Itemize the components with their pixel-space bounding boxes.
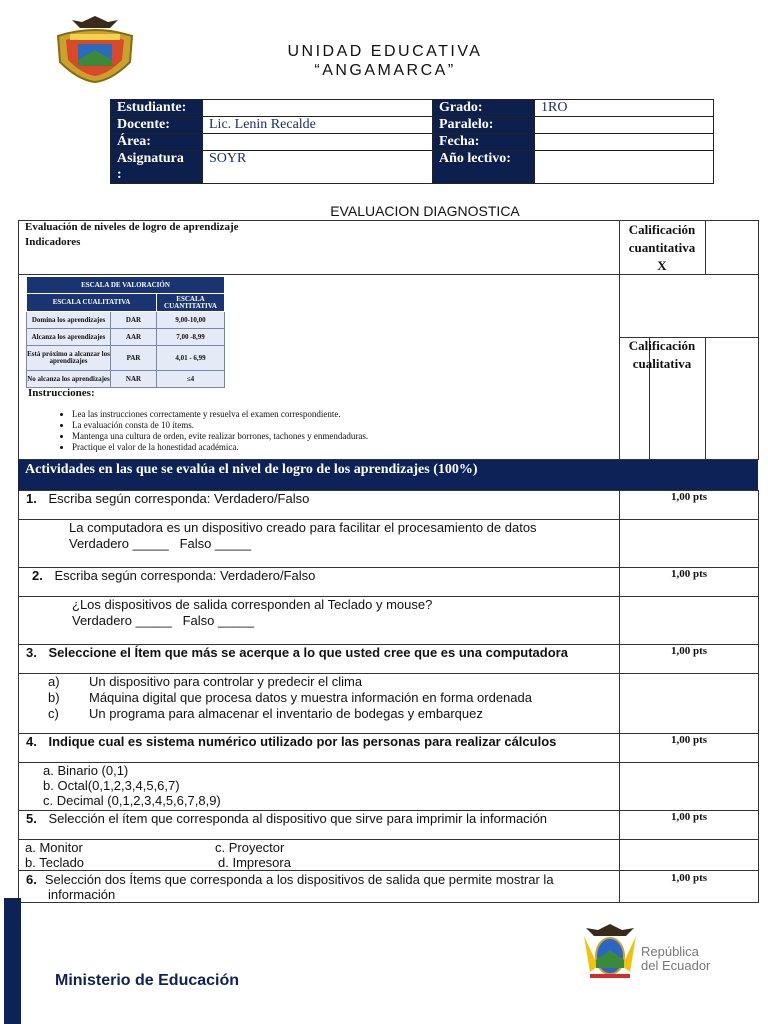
instruction-item: • Lea las instrucciones correctamente y resuelva el examen correspondiente.	[72, 409, 632, 420]
true-false-blanks[interactable]: Verdadero _____ Falso _____	[72, 613, 255, 628]
student-info-table	[110, 99, 714, 184]
scale-row-code: NAR	[111, 371, 157, 388]
cal-cuant-line3: X	[657, 258, 667, 273]
option-item[interactable]: b. Octal(0,1,2,3,4,5,6,7)	[43, 778, 180, 793]
question-statement: ¿Los dispositivos de salida corresponden al Teclado y mouse?	[72, 597, 433, 612]
asignatura-field[interactable]: SOYR	[203, 151, 433, 184]
question-2-body	[72, 597, 612, 629]
option-letter: a)	[48, 674, 60, 689]
option-letter: b)	[48, 690, 60, 705]
scale-row-code: PAR	[111, 346, 157, 371]
scale-col-cualitativa: ESCALA CUALITATIVA	[27, 294, 157, 312]
question-text: Selección el ítem que corresponda al dispositivo que sirve para imprimir la información	[48, 811, 548, 826]
question-number: 1.	[26, 491, 37, 506]
option-item[interactable]: b. Teclado	[25, 855, 85, 870]
question-4-points: 1,00 pts	[670, 734, 708, 746]
option-letter: c)	[48, 706, 59, 721]
option-item[interactable]	[48, 674, 608, 690]
question-5-options-left	[25, 840, 84, 870]
asignatura-label	[111, 151, 203, 184]
cal-cuant-line1: Calificación	[628, 222, 696, 237]
school-crest-logo	[52, 14, 138, 84]
question-1-body	[69, 520, 609, 552]
question-text: Selección dos Ítems que corresponda a los dispositivos de salida que permite mostrar la	[44, 872, 554, 887]
question-number: 6.	[26, 872, 37, 887]
instructions-list	[30, 409, 632, 453]
fecha-field[interactable]	[535, 134, 714, 151]
question-text: Escriba según corresponda: Verdadero/Falso	[54, 568, 316, 583]
anio-lectivo-field[interactable]	[535, 151, 714, 184]
question-number: 3.	[26, 645, 37, 660]
paralelo-label: Paralelo:	[433, 117, 535, 134]
option-item[interactable]	[48, 690, 608, 706]
option-item[interactable]: c. Decimal (0,1,2,3,4,5,6,7,8,9)	[43, 793, 221, 808]
calificacion-cualitativa-field[interactable]	[707, 339, 757, 457]
scale-row-desc: Alcanza los aprendizajes	[27, 329, 111, 346]
option-item[interactable]: a. Monitor	[25, 840, 83, 855]
question-4-header	[26, 734, 616, 750]
school-name-line1: UNIDAD EDUCATIVA	[287, 43, 483, 60]
question-6-points: 1,00 pts	[670, 872, 708, 884]
question-number: 4.	[26, 734, 37, 749]
page-side-bar	[4, 898, 21, 1024]
cal-cual-line1: Calificación	[628, 338, 696, 353]
calificacion-cuantitativa-field[interactable]	[707, 222, 757, 272]
option-item[interactable]: a. Binario (0,1)	[43, 763, 129, 778]
docente-field[interactable]: Lic. Lenin Recalde	[203, 117, 433, 134]
instruction-item: • La evaluación consta de 10 ítems.	[72, 420, 632, 431]
cal-cuant-line2: cuantitativa	[628, 240, 696, 255]
anio-lectivo-label: Año lectivo:	[433, 151, 535, 184]
ecuador-coat-of-arms-icon	[580, 922, 640, 984]
school-name-line2: “ANGAMARCA”	[314, 62, 456, 79]
question-3-options	[48, 674, 608, 722]
question-1-header	[26, 491, 616, 507]
instruction-item: • Mantenga una cultura de orden, evite realizar borrones, tachones y enmendaduras.	[72, 431, 632, 442]
docente-label: Docente:	[111, 117, 203, 134]
asignatura-label-text: Asignatura	[117, 151, 184, 166]
question-number: 5.	[26, 811, 37, 826]
scale-row-desc: Está próximo a alcanzar los aprendizajes	[27, 346, 111, 371]
scale-col-cuantitativa: ESCALA CUANTITATIVA	[157, 294, 225, 312]
option-item[interactable]: c. Proyector	[215, 840, 285, 855]
option-text: Máquina digital que procesa datos y muestra información en forma ordenada	[89, 690, 532, 705]
republic-line2: del Ecuador	[641, 958, 711, 973]
question-3-header	[26, 645, 616, 661]
question-text: Indique cual es sistema numérico utilizado por las personas para realizar cálculos	[48, 734, 557, 749]
instruction-item: • Practique el valor de la honestidad académica.	[72, 442, 632, 453]
question-text-continued: información	[48, 887, 116, 902]
option-text: Un dispositivo para controlar y predecir el clima	[89, 674, 363, 689]
ministry-name: Ministerio de Educación	[55, 972, 240, 989]
evaluation-heading	[25, 220, 239, 250]
question-6-header	[26, 872, 616, 902]
question-2-points: 1,00 pts	[670, 568, 708, 580]
scale-row-code: DAR	[111, 312, 157, 329]
question-text: Escriba según corresponda: Verdadero/Falso	[48, 491, 310, 506]
asignatura-label-colon: :	[117, 167, 122, 182]
scale-row-range: ≤4	[157, 371, 225, 388]
grado-label: Grado:	[433, 100, 535, 117]
estudiante-field[interactable]	[203, 100, 433, 117]
question-2-header	[32, 568, 612, 584]
true-false-blanks[interactable]: Verdadero _____ Falso _____	[69, 536, 252, 551]
question-5-points: 1,00 pts	[670, 811, 708, 823]
scale-row-desc: No alcanza los aprendizajes	[27, 371, 111, 388]
question-5-options-right	[215, 840, 291, 870]
scale-row-range: 4,01 - 6,99	[157, 346, 225, 371]
question-5-header	[26, 811, 616, 827]
question-text: Seleccione el Ítem que más se acerque a lo que usted cree que es una computadora	[48, 645, 568, 660]
calificacion-cualitativa-header	[620, 337, 704, 373]
area-field[interactable]	[203, 134, 433, 151]
grado-field[interactable]: 1RO	[535, 100, 714, 117]
page-title: EVALUACION DIAGNOSTICA	[330, 203, 520, 219]
question-number: 2.	[32, 568, 43, 583]
scale-row-range: 7,00 -8,99	[157, 329, 225, 346]
paralelo-field[interactable]	[535, 117, 714, 134]
question-4-options	[43, 763, 603, 808]
instructions-label: Instrucciones:	[28, 387, 95, 399]
activities-banner: Actividades en las que se evalúa el nivel de logro de los aprendizajes (100%)	[18, 460, 758, 490]
option-item[interactable]: d. Impresora	[218, 855, 291, 870]
indicadores-heading: Indicadores	[25, 236, 81, 248]
scale-title: ESCALA DE VALORACIÓN	[27, 277, 225, 294]
scale-row-range: 9,00-10,00	[157, 312, 225, 329]
fecha-label: Fecha:	[433, 134, 535, 151]
scale-row-desc: Domina los aprendizajes	[27, 312, 111, 329]
evaluation-heading-line1: Evaluación de niveles de logro de aprendizaje	[25, 221, 239, 233]
option-item[interactable]	[48, 706, 608, 722]
cal-cual-line2: cualitativa	[632, 356, 692, 371]
scale-table	[26, 276, 225, 388]
estudiante-label: Estudiante:	[111, 100, 203, 117]
question-1-points: 1,00 pts	[670, 491, 708, 503]
option-text: Un programa para almacenar el inventario de bodegas y embarquez	[89, 706, 483, 721]
scale-row-code: AAR	[111, 329, 157, 346]
republic-wordmark	[641, 945, 710, 973]
question-statement: La computadora es un dispositivo creado para facilitar el procesamiento de datos	[69, 520, 537, 535]
question-3-points: 1,00 pts	[670, 645, 708, 657]
republic-line1: República	[641, 944, 699, 959]
calificacion-cuantitativa-header	[620, 221, 704, 275]
area-label: Área:	[111, 134, 203, 151]
